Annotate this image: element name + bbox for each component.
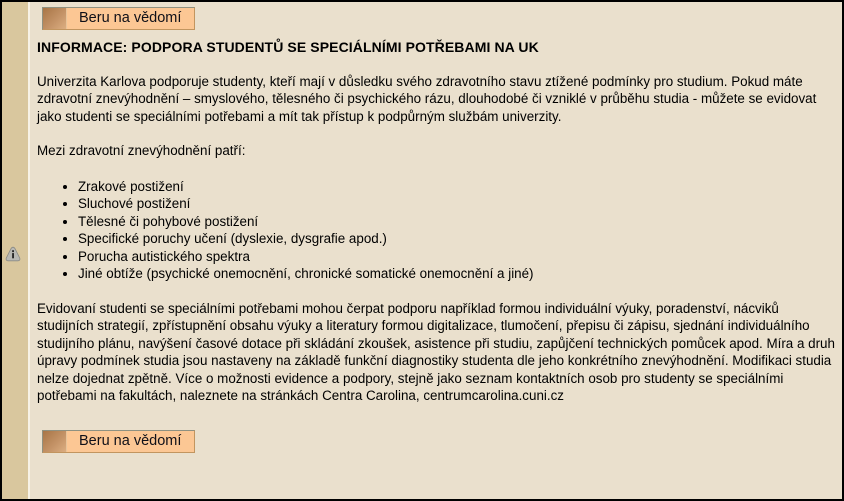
- info-icon: [5, 246, 21, 263]
- list-item: • Sluchové postižení: [78, 195, 836, 213]
- bottom-button-row: [42, 430, 836, 457]
- conditions-list: [37, 178, 836, 283]
- acknowledge-button-label: Beru na vědomí: [79, 432, 182, 449]
- acknowledge-button-icon: [43, 431, 67, 452]
- list-intro-text: Mezi zdravotní znevýhodnění patří:: [37, 143, 246, 158]
- acknowledge-button-bottom[interactable]: [42, 430, 195, 453]
- notification-content: [30, 2, 842, 499]
- list-item: • Tělesné či pohybové postižení: [78, 213, 836, 231]
- acknowledge-button-top[interactable]: [42, 7, 195, 30]
- intro-paragraph: Univerzita Karlova podporuje studenty, kteří mají v důsledku svého zdravotního stavu ztížené podmínky pro studium. Pokud máte zdravotní znevýhodnění – smyslového, tělesného či psychického rázu, dlouhodobé či vzniklé v průběhu studia - můžete se evidovat jako studenti se speciálními potřebami a mít tak přístup k podpůrným službám univerzity.: [37, 73, 817, 124]
- support-paragraph: Evidovaní studenti se speciálními potřebami mohou čerpat podporu například formou individuální výuky, poradenství, nácviků studijních strategií, zpřístupnění obsahu výuky a literatury formou digitalizace, tlumočení, přepisu či zápisu, sjednání individuálního studijního plánu, navýšení časové dotace při skládání zkoušek, asistence při studiu, zapůjčení technických pomůcek apod. Míra a druh úpravy podmínek studia jsou nastaveny na základě funkční diagnostiky studenta dle jeho konkrétního znevýhodnění. Modifikaci studia nelze dojednat zpětně. Více o možnosti evidence a podpory, stejně jako seznam kontaktních osob pro studenty se speciálními potřebami na fakultách, naleznete na stránkách Centra Carolina, centrumcarolina.cuni.cz: [37, 300, 835, 403]
- acknowledge-button-icon: [43, 8, 67, 29]
- list-item: • Jiné obtíže (psychické onemocnění, chronické somatické onemocnění a jiné): [78, 265, 836, 283]
- page-title: INFORMACE: PODPORA STUDENTŮ SE SPECIÁLNÍMI POTŘEBAMI NA UK: [37, 38, 539, 55]
- list-item: • Zrakové postižení: [78, 178, 836, 196]
- list-item: • Porucha autistického spektra: [78, 248, 836, 266]
- acknowledge-button-label: Beru na vědomí: [79, 10, 182, 26]
- top-button-row: [42, 7, 836, 34]
- left-gutter: [2, 2, 30, 499]
- list-item: • Specifické poruchy učení (dyslexie, dysgrafie apod.): [78, 230, 836, 248]
